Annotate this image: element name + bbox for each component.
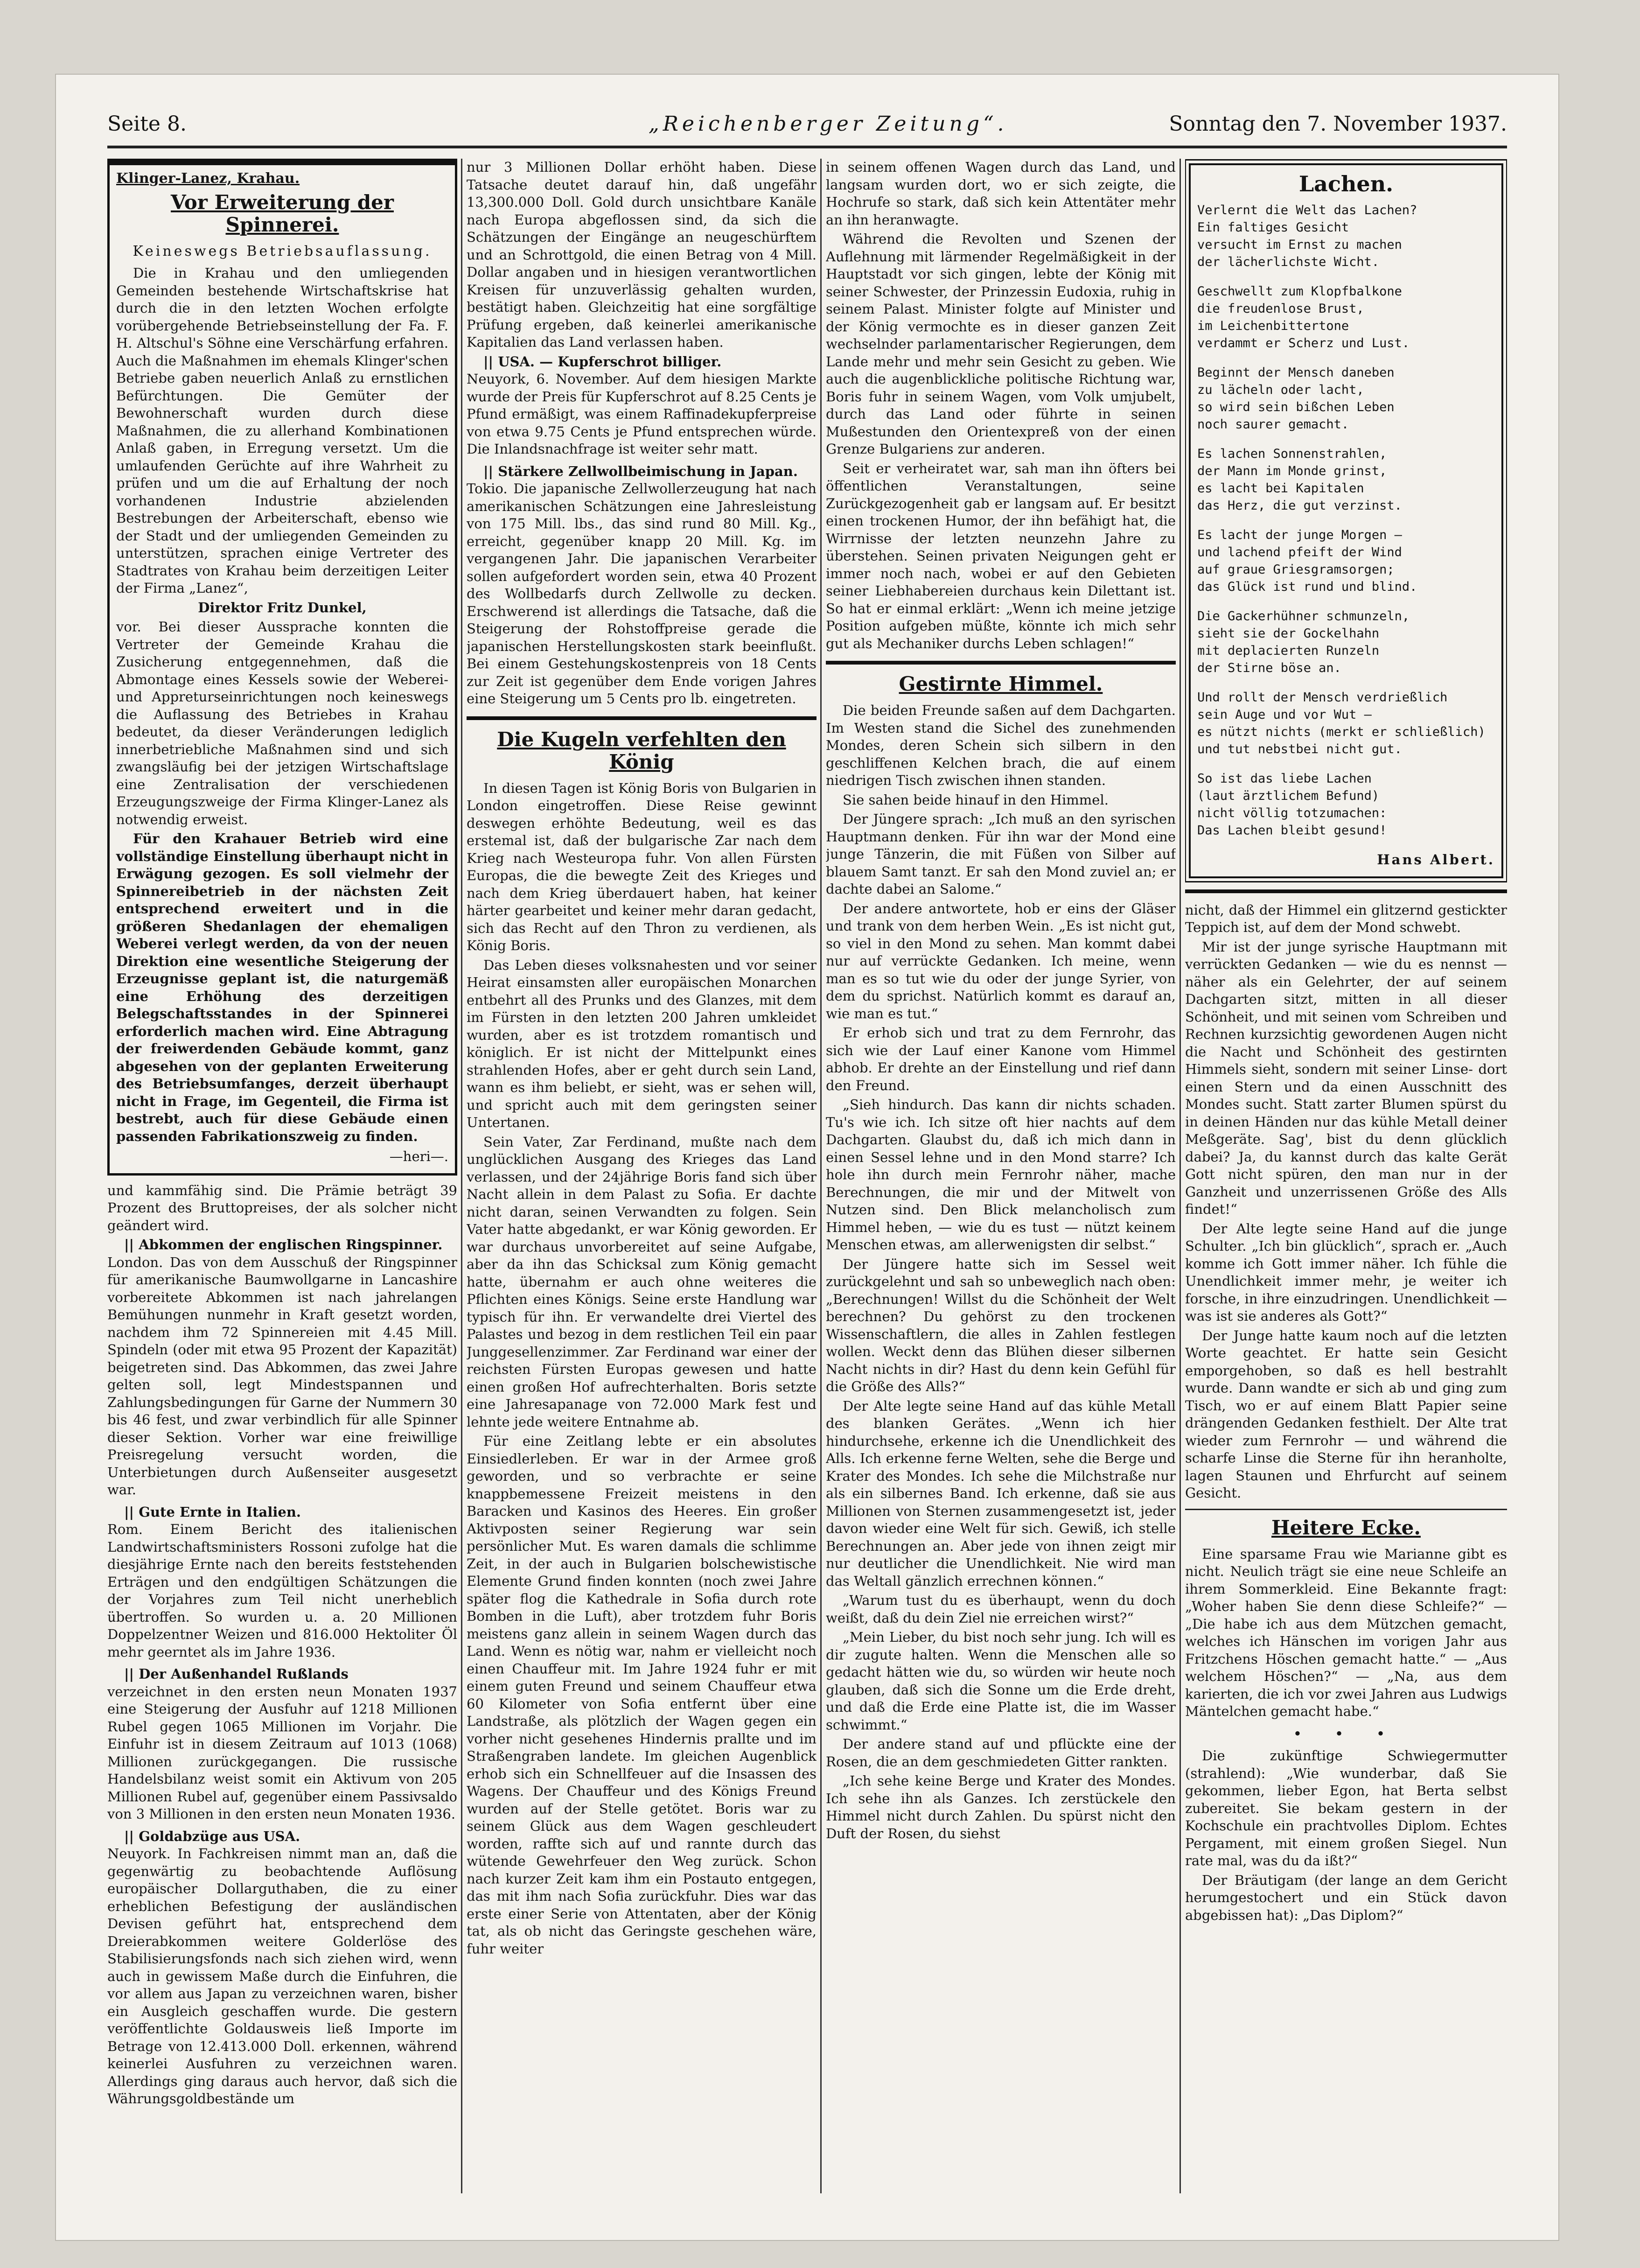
- poem-stanza: Es lachen Sonnenstrahlen, der Mann im Monde grinst, es lacht bei Kapitalen das Herz, die gut verzinst.: [1197, 447, 1402, 513]
- news-item-head: || Goldabzüge aus USA.: [124, 1828, 300, 1844]
- article-paragraph: Die in Krahau und den umliegenden Gemeinden bestehende Wirtschaftskrise hat durch die in den letzten Wochen erfolgte vorübergehende Betriebseinstellung der Fa. F. H. Altschul's Söhne eine Verschärfung erfahren. Auch die Maßnahmen im ehemals Klinger'schen Betriebe gaben neuerlich Anlaß zu ernstlichen Befürchtungen. Die Gemüter der Bewohnerschaft wurden durch diese Maßnahmen, die zu allerhand Kombinationen Anlaß gaben, in Erregung versetzt. Um die umlaufenden Gerüchte auf ihre Wahrheit zu prüfen und um die auf Erhaltung der noch vorhandenen Industrie abzielenden Bestrebungen der Arbeiterschaft, ebenso wie der Stadt und der umliegenden Gemeinden zu unterstützen, sprachen einige Vertreter des Stadtrates von Krahau beim derzeitigen Leiter der Firma „Lanez“,: [116, 265, 448, 596]
- story-paragraph: nicht, daß der Himmel ein glitzernd gestickter Teppich ist, auf dem der Mond schwebt.: [1185, 902, 1507, 935]
- column-2: [467, 159, 817, 2193]
- story-paragraph: „Sieh hindurch. Das kann dir nichts schaden. Tu's wie ich. Ich sitze oft hier nachts auf dem Dachgarten. Glaubst du, daß ich mich dann in einen Sessel lehne und in den Mond starre? Ich hole ihn durch mein Fernrohr näher, mache Berechnungen, die mir und der Mitwelt von Nutzen sind. Den Blick melancholisch zum Himmel heben, — wie du es tust — nützt keinem Menschen etwas, am allerwenigsten dir selbst.“: [826, 1097, 1176, 1253]
- news-item: [107, 1828, 457, 2108]
- header-rule: [107, 146, 1507, 148]
- story-paragraph: Der andere stand auf und pflückte eine der Rosen, die an dem geschmiedeten Gitter rankten.: [826, 1736, 1176, 1770]
- story-paragraph: Der Jüngere sprach: „Ich muß an den syrischen Hauptmann denken. Für ihn war der Mond eine junge Tänzerin, die mit Füßen von Silber auf blauem Samt tanzt. Er sah den Mond zuviel an; er dachte dabei an Salome.“: [826, 811, 1176, 897]
- column-3: [826, 159, 1176, 2193]
- story-paragraph: Der Junge hatte kaum noch auf die letzten Worte geachtet. Er hatte sein Gesicht emporgehoben, so daß es hell bestrahlt wurde. Dann wandte er sich ab und ging zum Tisch, wo er auf einem Blatt Papier seine drängenden Gedanken festhielt. Der Alte trat wieder zum Fernrohr — und während die scharfe Linse die Sterne für ihn heranholte, lagen Staunen und Ehrfurcht auf seinem Gesicht.: [1185, 1327, 1507, 1501]
- news-item-text: Neuyork, 6. November. Auf dem hiesigen Markte wurde der Preis für Kupferschrot auf 8.25 Cents je Pfund ermäßigt, was einem Raffinadekupferpreise von etwa 9.75 Cents je Pfund entsprechen würde. Die Inlandsnachfrage ist weiter sehr matt.: [467, 371, 817, 457]
- poem-stanza: Es lacht der junge Morgen — und lachend pfeift der Wind auf graue Griesgramsorgen; das Glück ist rund und blind.: [1197, 528, 1417, 594]
- news-item-text: Tokio. Die japanische Zellwollerzeugung hat nach amerikanischen Schätzungen eine Jahresleistung von 175 Mill. lbs., das sind rund 80 Mill. Kg., erreicht, gegenüber knapp 20 Mill. Kg. im vergangenen Jahr. Die japanischen Verarbeiter sollen aufgefordert worden sein, etwa 40 Prozent des Wollbedarfs durch Zellwolle zu decken. Erschwerend ist allerdings die Tatsache, daß die Steigerung der Rohstoffpreise gerade die japanischen Herstellungskosten stark beeinflußt. Bei einem Gestehungskostenpreis von 18 Cents zur Zeit ist gegenüber dem Ende vorigen Jahres eine Steigerung um 5 Cents pro lb. eingetreten.: [467, 481, 817, 707]
- running-header: [107, 112, 1507, 145]
- poem-box: [1189, 163, 1503, 878]
- separator-dots: • • •: [1293, 1724, 1399, 1743]
- poem-title: Lachen.: [1298, 171, 1394, 196]
- story-paragraph: „Mein Lieber, du bist noch sehr jung. Ich will es dir zugute halten. Wenn die Menschen alle so gedacht hätten wie du, so würden wir heute noch glauben, daß sich die Sonne um die Erde dreht, und daß die Erde eine Platte ist, die im Wasser schwimmt.“: [826, 1629, 1176, 1733]
- news-item-text: verzeichnet in den ersten neun Monaten 1937 eine Steigerung der Ausfuhr auf 1218 Millionen Rubel gegen 1065 Millionen im Vorjahr. Die Einfuhr ist in diesem Zeitraum auf 1013 (1068) Millionen zurückgegangen. Die russische Handelsbilanz weist somit ein Aktivum von 205 Millionen Rubel auf, gegenüber einem Passivsaldo von 3 Millionen in den ersten neun Monaten 1936.: [107, 1683, 457, 1822]
- news-item-head: || USA. — Kupferschrot billiger.: [483, 353, 722, 370]
- story-paragraph: Der Alte legte seine Hand auf die junge Schulter. „Ich bin glücklich“, sprach er. „Auch komme ich Gott immer näher. Ich fühle die Unendlichkeit immer mehr, je weiter ich forsche, in ihre einzudringen. Unendlichkeit — was ist sie anderes als Gott?“: [1185, 1220, 1507, 1324]
- boris-paragraph: Während die Revolten und Szenen der Auflehnung mit lärmender Regelmäßigkeit in der Hauptstadt vor sich gingen, lebte der König mit seiner Schwester, der Prinzessin Eudoxia, ruhig in seinem Palast. Minister folgte auf Minister und der König vermochte es in dieser ganzen Zeit wechselnder parlamentarischer Regierungen, dem Lande mehr und mehr sein Gesicht zu geben. Wie auch die augenblickliche politische Richtung war, Boris fuhr in seinem Wagen, vom Volk umjubelt, durch das Land oder führte in seinen Mußestunden den Orientexpreß von der einen Grenze Bulgariens zur anderen.: [826, 231, 1176, 457]
- poem-stanza: Verlernt die Welt das Lachen? Ein faltiges Gesicht versucht im Ernst zu machen der lächerlichste Wicht.: [1197, 203, 1417, 269]
- issue-date: Sonntag den 7. November 1937.: [1169, 112, 1507, 136]
- spinnerei-article: [107, 159, 457, 1176]
- humor-paragraph: Die zukünftige Schwiegermutter (strahlend): „Wie wunderbar, daß Sie gekommen, lieber Egon, hat Berta selbst zubereitet. Sie bekam gestern in der Kochschule ein prachtvolles Diplom. Echtes Pergament, mit einem großen Siegel. Nun rate mal, was du da ißt?“: [1185, 1748, 1507, 1869]
- econ-paragraph: nur 3 Millionen Dollar erhöht haben. Diese Tatsache deutet darauf hin, daß ungefähr 13,300.000 Doll. Gold durch unsichtbare Kanäle nach Europa abgeflossen sind, da sich die Schätzungen der Eingänge an neugeschürftem und an Schrottgold, die einen Betrag von 4 Mill. Dollar angaben und in hiesigen verantwortlichen Kreisen für unzuverlässig gehalten wurden, bestätigt haben. Gleichzeitig hat eine sorgfältige Prüfung ergeben, daß keinerlei amerikanische Kapitalien das Land verlassen haben.: [467, 159, 817, 350]
- news-item-head: || Stärkere Zellwollbeimischung in Japan.: [483, 463, 798, 479]
- news-item-text: London. Das von dem Ausschuß der Ringspinner für amerikanische Baumwollgarne in Lancashire vorbereitete Abkommen ist nach jahrelangen Bemühungen nunmehr in Kraft gesetzt worden, nachdem ihm 72 Spinnereien mit 4.45 Mill. Spindeln (oder mit etwa 95 Prozent der Kapazität) beigetreten sind. Das Abkommen, das zwei Jahre gelten soll, legt Mindestspannen und Zahlungsbedingungen für Garne der Nummern 30 bis 46 fest, und zwar verbindlich für alle Spinner dieser Sektion. Vorher war eine freiwillige Preisregelung versucht worden, die Unterbietungen durch Außenseiter ausgesetzt war.: [107, 1254, 457, 1498]
- boris-paragraph: Seit er verheiratet war, sah man ihn öfters bei öffentlichen Veranstaltungen, seine Zurückgezogenheit gab er langsam auf. Er besitzt einen trockenen Humor, der ihn befähigt hat, die Wirrnisse der letzten neunzehn Jahre zu überstehen. Seinen privaten Neigungen geht er immer noch nach, wobei er auf den Gebieten seiner Liebhabereien durchaus kein Dilettant ist. So hat er einmal erklärt: „Wenn ich meine jetzige Position aufgeben müßte, könnte ich mich sehr gut als Mechaniker durchs Leben schlagen!“: [826, 460, 1176, 651]
- article-headline: Vor Erweiterung der Spinnerei.: [171, 190, 394, 236]
- news-item: [107, 1504, 457, 1661]
- newspaper-page: [56, 75, 1558, 2240]
- story-paragraph: Mir ist der junge syrische Hauptmann mit verrückten Gedanken — wie du es nennst — näher als ein Gelehrter, der auf seinem Dachgarten sitzt, mitten in all dieser Schönheit, und mit seinen vom Schreiben und Rechnen kurzsichtig gewordenen Augen nicht die Nacht und Schönheit des gestirnten Himmels sieht, sondern mit seiner Linse- dort einen Stern und da einen Ausschnitt des Mondes sucht. Statt zarter Blumen spürst du in deinen Händen nur das kühle Metall deiner Meßgeräte. Sag', bist du denn glücklich dabei? Ja, du kannst durch das kalte Gerät Gott nicht spüren, den man nur in der Ganzheit und unzerrissenen Größe des Alls findet!“: [1185, 938, 1507, 1217]
- article-paragraph: vor. Bei dieser Aussprache konnten die Vertreter der Gemeinde Krahau die Zusicherung entgegennehmen, daß die Abmontage eines Kessels sowie der Weberei- und Appreturseinrichtungen noch keineswegs die Auflassung des Betriebes in Krahau bedeutet, da dieser Veränderungen lediglich innerbetriebliche Maßnahmen sind und sich zwangsläufig bei der jetzigen Wirtschaftslage eine Zentralisation der verschiedenen Erzeugungszweige der Firma Klinger-Lanez als notwendig erweist.: [116, 619, 448, 827]
- column-divider: [1179, 159, 1181, 2193]
- story-paragraph: Der Jüngere hatte sich im Sessel weit zurückgelehnt und sah so unbeweglich nach oben: „Berechnungen! Willst du die Schönheit der Welt berechnen? Du gehörst zu den trockenen Wissenschaftlern, die alles in Zahlen festlegen wollen. Weckt denn das Blühen dieser silbernen Nacht nichts in dir? Hast du denn kein Gefühl für die Größe des Alls?“: [826, 1256, 1176, 1394]
- column-1: [107, 159, 457, 2193]
- news-item-head: || Abkommen der englischen Ringspinner.: [124, 1237, 443, 1253]
- poem-stanza: Und rollt der Mensch verdrießlich sein Auge und vor Wut — es nützt nichts (merkt er schließlich) und tut nebstbei nicht gut.: [1197, 690, 1486, 756]
- section-rule: [826, 661, 1176, 665]
- section-rule: [467, 716, 817, 720]
- humor-headline: Heitere Ecke.: [1271, 1516, 1421, 1539]
- article-kicker: Klinger-Lanez, Krahau.: [116, 170, 300, 187]
- story-paragraph: Sie sahen beide hinauf in den Himmel.: [843, 791, 1109, 808]
- story-paragraph: Der Alte legte seine Hand auf das kühle Metall des blanken Gerätes. „Wenn ich hier hindurchsehe, erkenne ich die Unendlichkeit des Alls. Ich erkenne ferne Welten, sehe die Berge und Krater des Mondes. Ich sehe die Milchstraße nur als ein silbernes Band. Ich erkenne, daß sie aus Millionen von Sternen zusammengesetzt ist, jeder davon wieder eine Welt für sich. Gewiß, ich stelle Berechnungen an. Aber jede von ihnen zeigt mir nur deutlicher die Unendlichkeit. Nie wird man das Weltall gänzlich errechnen können.“: [826, 1398, 1176, 1589]
- news-item: [107, 1236, 457, 1499]
- story-paragraph: Die beiden Freunde saßen auf dem Dachgarten. Im Westen stand die Sichel des zunehmenden Mondes, deren Schein sich silbern in den geschliffenen Kelchen brach, die auf einem niedrigen Tisch zwischen ihnen standen.: [826, 702, 1176, 788]
- column-divider: [820, 159, 822, 2193]
- poem-author: Hans Albert.: [1377, 852, 1495, 868]
- column-4: [1185, 159, 1507, 2193]
- story-paragraph: Der andere antwortete, hob er eins der Gläser und trank von dem herben Wein. „Es ist nicht gut, so viel in den Mond zu sehen. Man kommt dabei nur auf verrückte Gedanken. Ich meine, wenn man es so tut wie du oder der junge Syrier, von dem du sprichst. Natürlich kommt es darauf an, wie man es tut.“: [826, 900, 1176, 1022]
- boris-paragraph: Für eine Zeitlang lebte er ein absolutes Einsiedlerleben. Er war in der Armee groß geworden, und so verbrachte er seine knappbemessene Freizeit meistens in den Baracken und Kasinos des Heeres. Ein großer Aktivposten seiner Regierung war sein persönlicher Mut. Es waren damals die schlimme Zeit, in der auch in Bulgarien bolschewistische Elemente Grund finden konnten (noch zwei Jahre später flog die Kathedrale in Sofia durch rote Bomben in die Luft), aber trotzdem fuhr Boris meistens ganz allein in seinem Wagen durch das Land. Wenn es nötig war, nahm er vielleicht noch einen Chauffeur mit. Im Jahre 1924 fuhr er mit einem guten Freund und seinem Chauffeur etwa 60 Kilometer von Sofia entfernt über eine Landstraße, als plötzlich der Wagen gegen ein vorher nicht gesehenes Hindernis prallte und im Straßengraben landete. Im gleichen Augenblick erhob sich ein Schnellfeuer auf die Insassen des Wagens. Der Chauffeur und des Königs Freund wurden auf der Stelle getötet. Boris war zu seinem Glück aus dem Wagen geschleudert worden, raffte sich auf und rannte durch das wütende Gewehrfeuer den Weg zurück. Schon nach kurzer Zeit kam ihm ein Postauto entgegen, das mit ihm nach Sofia zurückfuhr. Dies war das erste einer Serie von Attentaten, aber der König tat, als ob nicht das Geringste geschehen wäre, fuhr weiter: [467, 1433, 817, 1957]
- poem-stanza: Beginnt der Mensch daneben zu lächeln oder lacht, so wird sein bißchen Leben noch saurer gemacht.: [1197, 365, 1395, 432]
- story-paragraph: „Warum tust du es überhaupt, wenn du doch weißt, daß du dein Ziel nie erreichen wirst?“: [826, 1592, 1176, 1626]
- poem-stanza: Geschwellt zum Klopfbalkone die freudenlose Brust, im Leichenbittertone verdammt er Scherz und Lust.: [1197, 284, 1410, 350]
- news-item-text: Rom. Einem Bericht des italienischen Landwirtschaftsministers Rossoni zufolge hat die diesjährige Ernte nach den bereits feststehenden Erträgen und den endgültigen Schätzungen die der Vorjahres zum Teil nicht unerheblich übertroffen. So wurden u. a. 20 Millionen Doppelzentner Weizen und 816.000 Hektoliter Öl mehr geerntet als im Jahre 1936.: [107, 1521, 457, 1660]
- boris-paragraph: Sein Vater, Zar Ferdinand, mußte nach dem unglücklichen Ausgang des Krieges das Land verlassen, und der 24jährige Boris fand sich über Nacht allein in dem Palast zu Sofia. Er dachte nicht daran, seinen Verwandten zu folgen. Sein Vater hatte abgedankt, er war König geworden. Er war durchaus unvorbereitet auf seine Aufgabe, aber da ihn das Schicksal zum König gemacht hatte, übernahm er auch ohne weiteres die Pflichten eines Königs. Seine erste Handlung war typisch für ihn. Er verwandelte drei Viertel des Palastes und bezog in dem restlichen Teil ein paar Junggesellenzimmer. Zar Ferdinand war einer der reichsten Fürsten Europas gewesen und hatte einen großen Hof aufrechterhalten. Boris setzte eine Jahresapanage von 72.000 Mark fest und lehnte jede weitere Entnahme ab.: [467, 1134, 817, 1430]
- article-subhead: Keineswegs Betriebsauflassung.: [133, 243, 432, 259]
- humor-paragraph: Eine sparsame Frau wie Marianne gibt es nicht. Neulich trägt sie eine neue Schleife an ihrem Sommerkleid. Eine Bekannte fragt: „Woher haben Sie denn diese Schleife?“ — „Die habe ich aus dem Mützchen gemacht, welches ich Hänschen im vorigen Jahr aus Fritzchens Höschen gemacht hatte.“ — „Aus welchem Höschen?“ — „Na, aus dem karierten, die ich vor zwei Jahren aus Ludwigs Mäntelchen gemacht habe.“: [1185, 1546, 1507, 1719]
- section-rule: [1185, 1509, 1507, 1510]
- story-paragraph: Er erhob sich und trat zu dem Fernrohr, das sich wie der Lauf einer Kanone vom Himmel abhob. Er drehte an der Einstellung und rief dann den Freund.: [826, 1025, 1176, 1093]
- econ-paragraph: und kammfähig sind. Die Prämie beträgt 39 Prozent des Bruttopreises, der als solcher nicht geändert wird.: [107, 1182, 457, 1233]
- poem-stanza: Die Gackerhühner schmunzeln, sieht sie der Gockelhahn mit deplacierten Runzeln der Stirne böse an.: [1197, 609, 1410, 675]
- poem-stanza: So ist das liebe Lachen (laut ärztlichem Befund) nicht völlig totzumachen: Das Lachen bleibt gesund!: [1197, 771, 1387, 838]
- news-item: [467, 463, 817, 708]
- page-number: Seite 8.: [107, 112, 187, 136]
- article-paragraph: Für den Krahauer Betrieb wird eine vollständige Einstellung überhaupt nicht in Erwägung gezogen. Es soll vielmehr der Spinnereibetrieb in der nächsten Zeit entsprechend erweitert und in die größeren Shedanlagen der ehemaligen Weberei verlegt werden, da von der neuen Direktion eine wesentliche Steigerung der Erzeugnisse geplant ist, die naturgemäß eine Erhöhung des derzeitigen Belegschaftsstandes in der Spinnerei erforderlich machen wird. Eine Abtragung der freiwerdenden Gebäude kommt, ganz abgesehen von der geplanten Erweiterung des Betriebsumfanges, derzeit überhaupt nicht in Frage, im Gegenteil, die Firma ist bestrebt, auch für diese Gebäude einen passenden Fabrikationszweig zu finden.: [116, 831, 448, 1144]
- news-item-head: || Gute Ernte in Italien.: [124, 1504, 301, 1520]
- article-signature: —heri—.: [389, 1148, 448, 1164]
- boris-paragraph: Das Leben dieses volksnahesten und vor seiner Heirat einsamsten aller europäischen Monarchen entbehrt all des Prunks und des Glanzes, mit dem im Fürsten in den letzten 200 Jahren umkleidet wurden, aber es ist trotzdem romantisch und königlich. Er ist nicht der Mittelpunkt eines strahlenden Hofes, aber er geht durch sein Land, wann es ihm beliebt, er sieht, was er sehen will, und spricht auch mit dem geringsten seiner Untertanen.: [467, 957, 817, 1130]
- story-paragraph: „Ich sehe keine Berge und Krater des Mondes. Ich sehe ihn als Ganzes. Ich zerstückele den Himmel nicht durch Zahlen. Du spürst nicht den Duft der Rosen, du siehst: [826, 1773, 1176, 1841]
- news-item: [467, 353, 817, 458]
- boris-paragraph: In diesen Tagen ist König Boris von Bulgarien in London eingetroffen. Diese Reise gewinnt deswegen erhöhte Bedeutung, weil es das erstemal ist, daß der bulgarische Zar nach dem Krieg nach Westeuropa fuhr. Von allen Fürsten Europas, die die bewegte Zeit des Krieges und nach dem Krieg überdauert haben, hat keiner härter gearbeitet und keiner mehr daran gedacht, sich das Recht auf den Thron zu verdienen, als König Boris.: [467, 780, 817, 953]
- story-headline: Gestirnte Himmel.: [899, 672, 1103, 695]
- news-item-text: Neuyork. In Fachkreisen nimmt man an, daß die gegenwärtig zu beobachtende Auflösung europäischer Dollarguthaben, die zu einer erheblichen Befestigung der ausländischen Devisen geführt hat, entsprechend dem Dreierabkommen weitere Golderlöse des Stabilisierungsfonds nach sich ziehen wird, wenn auch in gewissem Maße durch die Einfuhren, die vor allem aus Japan zu verzeichnen waren, bisher ein Ausgleich geschaffen wurde. Die gestern veröffentlichte Goldausweis ließ Importe im Betrage von 12.413.000 Doll. erkennen, während keinerlei Ausfuhren zu verzeichnen waren. Allerdings ging daraus auch hervor, daß sich die Währungsgoldbestände um: [107, 1846, 457, 2107]
- boris-headline: Die Kugeln verfehlten den König: [497, 728, 786, 773]
- humor-paragraph: Der Bräutigam (der lange an dem Gericht herumgestochert und ein Stück davon abgebissen hat): „Das Diplom?“: [1185, 1872, 1507, 1923]
- masthead-title: „Reichenberger Zeitung“.: [649, 112, 1008, 136]
- column-divider: [461, 159, 462, 2193]
- boris-paragraph: in seinem offenen Wagen durch das Land, und langsam wurden dort, wo er sich zeigte, die Hochrufe so stark, daß sich kein Attentäter mehr an ihn heranwagte.: [826, 159, 1176, 228]
- article-paragraph: Direktor Fritz Dunkel,: [198, 599, 367, 616]
- news-item-head: || Der Außenhandel Rußlands: [124, 1666, 349, 1682]
- news-item: [107, 1666, 457, 1823]
- section-rule: [1185, 889, 1507, 893]
